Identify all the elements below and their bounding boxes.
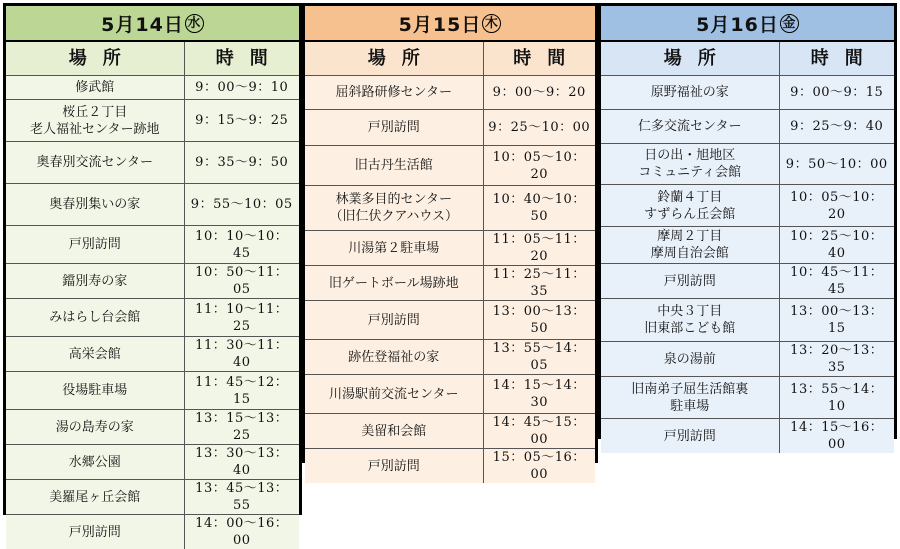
column-header-place: 場所 (6, 42, 184, 76)
time-cell: 13：20～13：35 (779, 342, 894, 377)
place-cell: 戸別訪問 (601, 419, 779, 454)
schedule-row (305, 146, 595, 186)
column-header-time: 時間 (779, 42, 894, 76)
schedule-row (601, 227, 894, 264)
time-cell: 13：45～13：55 (184, 480, 299, 515)
column-header-time: 時間 (483, 42, 595, 76)
time-cell: 14：45～15：00 (483, 414, 595, 449)
day-date: 5月14日 (101, 10, 184, 37)
place-cell: 旧ゲートボール場跡地 (305, 266, 483, 301)
time-cell: 14：00～16：00 (184, 515, 299, 549)
schedule-row (601, 185, 894, 227)
schedule-row (6, 76, 299, 100)
time-cell: 14：15～16：00 (779, 419, 894, 454)
time-cell: 10：40～10：50 (483, 186, 595, 231)
time-cell: 10：05～10：20 (779, 185, 894, 227)
place-cell: 摩周２丁目 摩周自治会館 (601, 227, 779, 264)
time-cell: 15：05～16：00 (483, 449, 595, 484)
schedule-row (6, 142, 299, 184)
place-cell: みはらし台会館 (6, 299, 184, 337)
column-header-time: 時間 (184, 42, 299, 76)
place-cell: 奥春別交流センター (6, 142, 184, 184)
time-cell: 11：25～11：35 (483, 266, 595, 301)
day-date: 5月16日 (696, 10, 779, 37)
day-panel-may-16 (598, 3, 897, 439)
column-header-place: 場所 (601, 42, 779, 76)
place-cell: 鐺別寿の家 (6, 264, 184, 299)
place-cell: 役場駐車場 (6, 372, 184, 410)
time-cell: 10：05～10：20 (483, 146, 595, 186)
time-cell: 11：05～11：20 (483, 231, 595, 266)
schedule-row (6, 226, 299, 264)
place-cell: 桜丘２丁目 老人福祉センター跡地 (6, 100, 184, 142)
schedule-table (305, 42, 595, 483)
place-cell: 林業多目的センター （旧仁伏クアハウス） (305, 186, 483, 231)
time-cell: 10：25～10：40 (779, 227, 894, 264)
place-cell: 修武館 (6, 76, 184, 100)
schedule-row (6, 299, 299, 337)
time-cell: 10：45～11：45 (779, 264, 894, 299)
day-header (601, 6, 894, 42)
schedule-table (601, 42, 894, 453)
schedule-row (601, 419, 894, 454)
place-cell: 戸別訪問 (601, 264, 779, 299)
place-cell: 川湯第２駐車場 (305, 231, 483, 266)
place-cell: 奥春別集いの家 (6, 184, 184, 226)
schedule-row (601, 110, 894, 144)
place-cell: 高栄会館 (6, 337, 184, 372)
schedule-row (305, 301, 595, 340)
time-cell: 10：10～10：45 (184, 226, 299, 264)
schedule-row (6, 372, 299, 410)
time-cell: 9：00～9：20 (483, 76, 595, 110)
place-cell: 川湯駅前交流センター (305, 375, 483, 414)
weekday-badge: 木 (482, 14, 501, 33)
place-cell: 鈴蘭４丁目 すずらん丘会館 (601, 185, 779, 227)
day-panel-may-14 (3, 3, 302, 515)
place-cell: 戸別訪問 (305, 301, 483, 340)
schedule-row (6, 515, 299, 549)
schedule-row (6, 100, 299, 142)
place-cell: 仁多交流センター (601, 110, 779, 144)
place-cell: 旧南弟子屈生活館裏 駐車場 (601, 377, 779, 419)
time-cell: 11：30～11：40 (184, 337, 299, 372)
place-cell: 湯の島寿の家 (6, 410, 184, 445)
time-cell: 9：25～9：40 (779, 110, 894, 144)
place-cell: 美羅尾ヶ丘会館 (6, 480, 184, 515)
schedule-row (601, 76, 894, 110)
time-cell: 13：55～14：10 (779, 377, 894, 419)
day-header (305, 6, 595, 42)
schedule-row (601, 377, 894, 419)
schedule-row (305, 110, 595, 146)
schedule-row (305, 340, 595, 375)
time-cell: 11：10～11：25 (184, 299, 299, 337)
day-panel-may-15 (302, 3, 598, 463)
schedule-row (6, 184, 299, 226)
weekday-badge: 金 (780, 14, 799, 33)
place-cell: 中央３丁目 旧東部こども館 (601, 299, 779, 342)
place-cell: 戸別訪問 (305, 449, 483, 484)
schedule-row (305, 375, 595, 414)
schedule-row (6, 410, 299, 445)
schedule-row (305, 266, 595, 301)
schedule-row (6, 337, 299, 372)
schedule-row (305, 231, 595, 266)
time-cell: 10：50～11：05 (184, 264, 299, 299)
column-header-place: 場所 (305, 42, 483, 76)
time-cell: 9：15～9：25 (184, 100, 299, 142)
place-cell: 戸別訪問 (6, 226, 184, 264)
weekday-badge: 水 (185, 14, 204, 33)
schedule-table (6, 42, 299, 549)
time-cell: 11：45～12：15 (184, 372, 299, 410)
time-cell: 13：30～13：40 (184, 445, 299, 480)
schedule-row (305, 414, 595, 449)
schedule-row (601, 342, 894, 377)
time-cell: 9：25～10：00 (483, 110, 595, 146)
place-cell: 日の出・旭地区 コミュニティ会館 (601, 144, 779, 185)
place-cell: 戸別訪問 (305, 110, 483, 146)
time-cell: 13：00～13：15 (779, 299, 894, 342)
place-cell: 原野福祉の家 (601, 76, 779, 110)
time-cell: 9：00～9：15 (779, 76, 894, 110)
day-header (6, 6, 299, 42)
schedule-row (6, 264, 299, 299)
schedule-row (305, 449, 595, 484)
place-cell: 跡佐登福祉の家 (305, 340, 483, 375)
time-cell: 14：15～14：30 (483, 375, 595, 414)
place-cell: 水郷公園 (6, 445, 184, 480)
schedule-row (6, 480, 299, 515)
place-cell: 泉の湯前 (601, 342, 779, 377)
place-cell: 戸別訪問 (6, 515, 184, 549)
place-cell: 旧古丹生活館 (305, 146, 483, 186)
time-cell: 9：55～10：05 (184, 184, 299, 226)
time-cell: 13：55～14：05 (483, 340, 595, 375)
time-cell: 13：15～13：25 (184, 410, 299, 445)
schedule-row (601, 264, 894, 299)
place-cell: 屈斜路研修センター (305, 76, 483, 110)
schedule-row (6, 445, 299, 480)
time-cell: 9：35～9：50 (184, 142, 299, 184)
schedule-row (305, 186, 595, 231)
time-cell: 13：00～13：50 (483, 301, 595, 340)
time-cell: 9：00～9：10 (184, 76, 299, 100)
day-date: 5月15日 (399, 10, 482, 37)
place-cell: 美留和会館 (305, 414, 483, 449)
time-cell: 9：50～10：00 (779, 144, 894, 185)
schedule-row (601, 144, 894, 185)
schedule-row (601, 299, 894, 342)
schedule-row (305, 76, 595, 110)
